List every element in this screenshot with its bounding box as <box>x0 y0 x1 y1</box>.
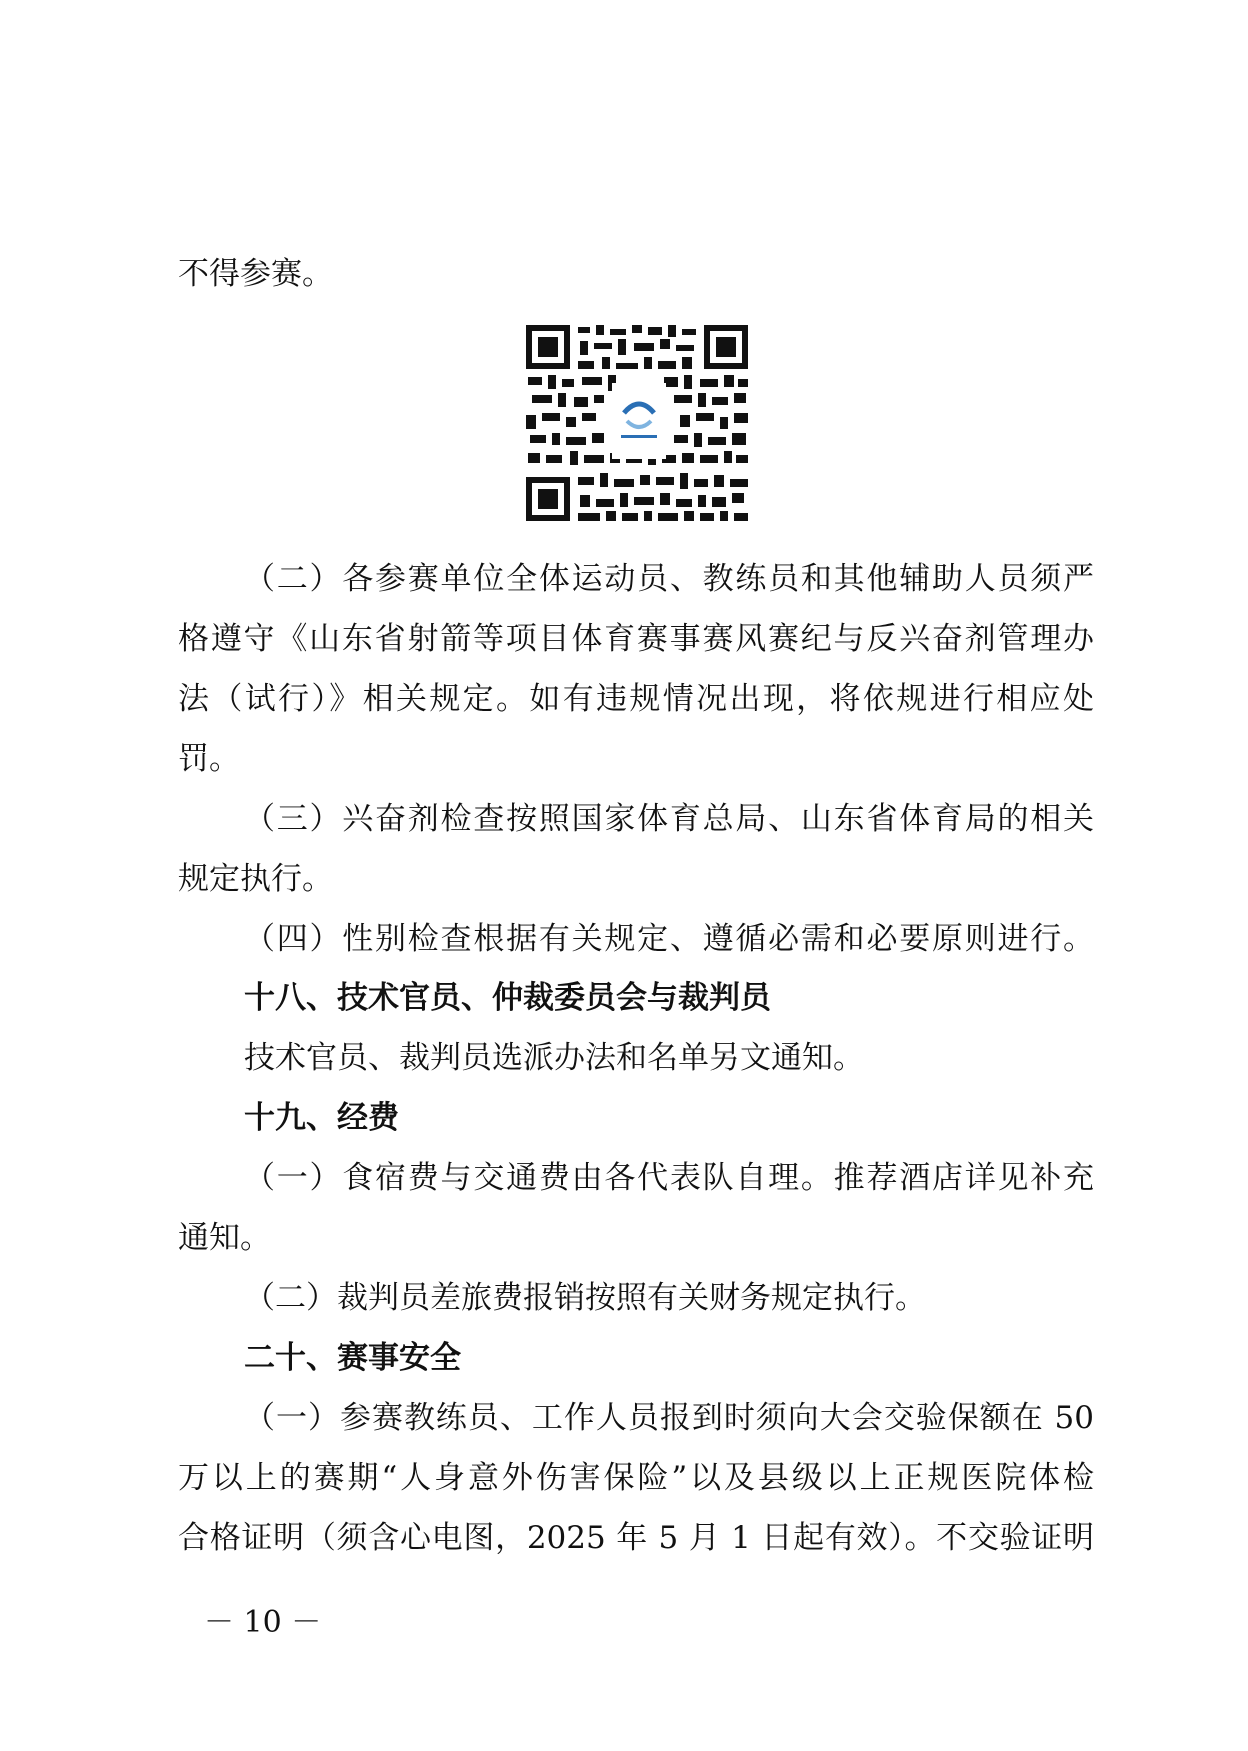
text-line-4: 法（试行）》相关规定。如有违规情况出现，将依规进行相应处 <box>178 681 1094 717</box>
text-line-12: （一）食宿费与交通费由各代表队自理。推荐酒店详见补充 <box>244 1160 1094 1196</box>
qr-code <box>524 323 750 523</box>
text-line-14: （二）裁判员差旅费报销按照有关财务规定执行。 <box>244 1280 926 1316</box>
text-line-2: （二）各参赛单位全体运动员、教练员和其他辅助人员须严 <box>244 561 1094 597</box>
section-heading-20: 二十、赛事安全 <box>244 1340 461 1376</box>
section-heading-18: 十八、技术官员、仲裁委员会与裁判员 <box>244 980 771 1016</box>
text-line-1: 不得参赛。 <box>178 256 333 292</box>
text-line-10: 技术官员、裁判员选派办法和名单另文通知。 <box>244 1040 864 1076</box>
text-line-3: 格遵守《山东省射箭等项目体育赛事赛风赛纪与反兴奋剂管理办 <box>178 621 1094 657</box>
section-heading-19: 十九、经费 <box>244 1100 399 1136</box>
text-line-6: （三）兴奋剂检查按照国家体育总局、山东省体育局的相关 <box>244 801 1094 837</box>
text-line-13: 通知。 <box>178 1220 271 1256</box>
text-line-7: 规定执行。 <box>178 861 333 897</box>
text-line-8: （四）性别检查根据有关规定、遵循必需和必要原则进行。 <box>244 921 1094 957</box>
page-number: － 10 － <box>204 1605 322 1640</box>
text-line-16: （一）参赛教练员、工作人员报到时须向大会交验保额在 50 <box>244 1400 1094 1436</box>
text-line-18: 合格证明（须含心电图，2025 年 5 月 1 日起有效）。不交验证明 <box>178 1520 1094 1556</box>
text-line-5: 罚。 <box>178 741 240 777</box>
text-line-17: 万以上的赛期“人身意外伤害保险”以及县级以上正规医院体检 <box>178 1460 1094 1496</box>
